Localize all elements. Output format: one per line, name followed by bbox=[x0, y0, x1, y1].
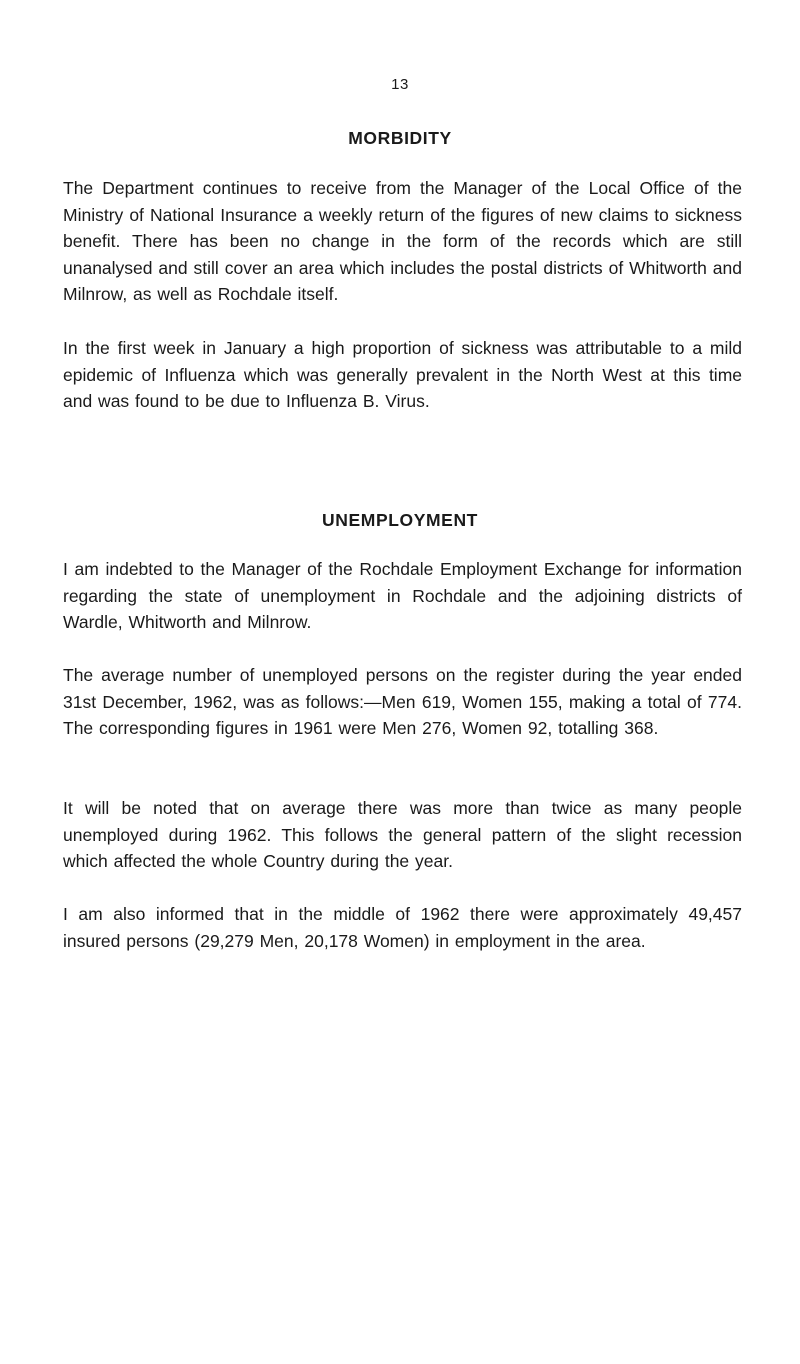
paragraph-unemployment-4: I am also informed that in the middle of 1962 there were approximately 49,457 insured persons (29,279 Men, 20,178 Women) in employment in the area. bbox=[63, 904, 742, 951]
paragraph-morbidity-1: The Department continues to receive from the Manager of the Local Office of the Ministry of National Insurance a weekly return of the figures of new claims to sickness benefit. There has been no change in the form of the records which are still unanalysed and still cover an area which includes the postal districts of Whitworth and Milnrow, as well as Rochdale itself. bbox=[63, 178, 742, 304]
paragraph-unemployment-2: The average number of unemployed persons on the register during the year ended 31st December, 1962, was as follows:—Men 619, Women 155, making a total of 774. The corresponding figures in 1961 were Men 276, Women 92, totalling 368. bbox=[63, 665, 742, 738]
paragraph-unemployment-3: It will be noted that on average there was more than twice as many people unemployed during 1962. This follows the general pattern of the slight recession which affected the whole Country during the year. bbox=[63, 798, 742, 871]
paragraph-unemployment-1: I am indebted to the Manager of the Rochdale Employment Exchange for information regarding the state of unemployment in Rochdale and the adjoining districts of Wardle, Whitworth and Milnrow. bbox=[63, 559, 742, 632]
paragraph-morbidity-2: In the first week in January a high proportion of sickness was attributable to a mild epidemic of Influenza which was generally prevalent in the North West at this time and was found to be due to Influenza B. Virus. bbox=[63, 338, 742, 411]
heading-unemployment: UNEMPLOYMENT bbox=[322, 510, 478, 530]
page-number: 13 bbox=[391, 76, 409, 93]
heading-morbidity: MORBIDITY bbox=[348, 128, 452, 148]
